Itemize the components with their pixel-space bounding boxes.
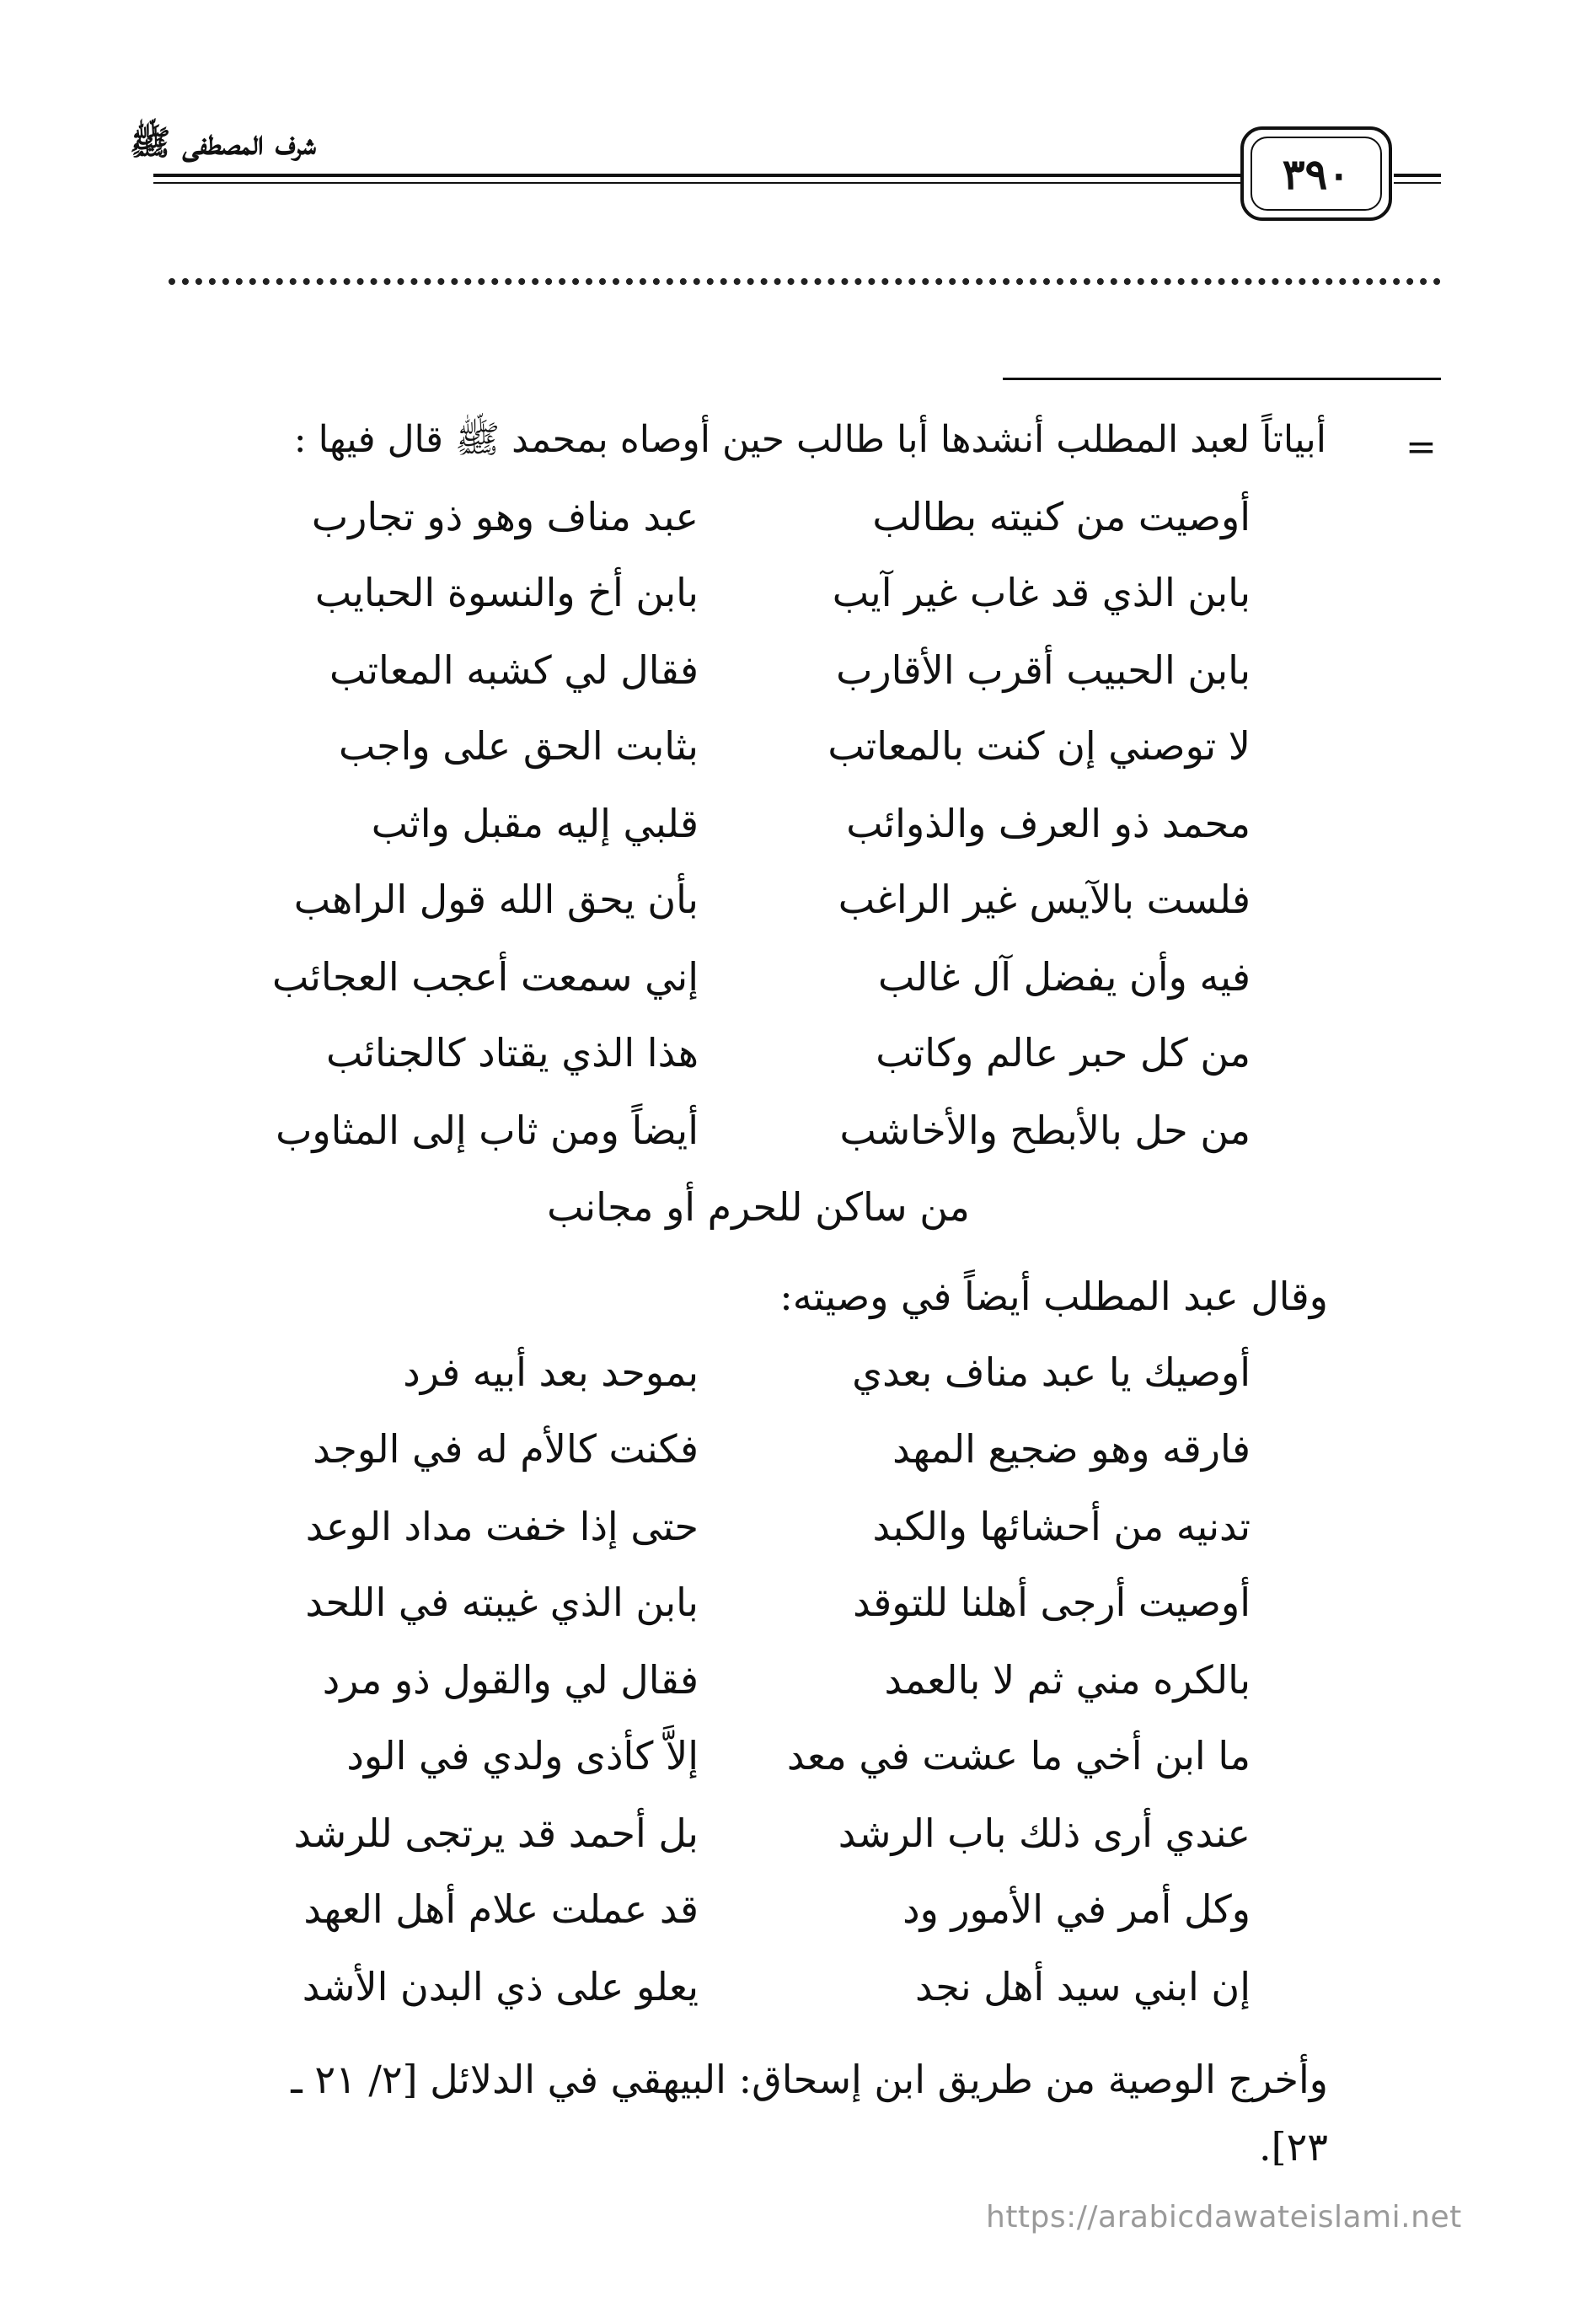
footnote-rule bbox=[1003, 378, 1441, 380]
verse-first-hemistich: أوصيت أرجى أهلنا للتوقد bbox=[853, 1580, 1251, 1625]
verse-first-hemistich: تدنيه من أحشائها والكبد bbox=[872, 1504, 1251, 1549]
reference-line: ٢٣]. bbox=[1259, 2124, 1328, 2170]
verse-first-hemistich: فيه وأن يفضل آل غالب bbox=[877, 954, 1251, 1000]
verse-first-hemistich: من كل حبر عالم وكاتب bbox=[876, 1030, 1251, 1076]
verse-first-hemistich: لا توصني إن كنت بالمعاتب bbox=[827, 723, 1251, 769]
verse-second-hemistich: بابن الذي غيبته في اللحد bbox=[305, 1580, 699, 1625]
verse-first-hemistich: بابن الذي قد غاب غير آيب bbox=[832, 570, 1251, 615]
header-rule bbox=[153, 182, 1240, 184]
verse-second-hemistich: إلاَّ كأذى ولدي في الود bbox=[346, 1733, 699, 1778]
verse-first-hemistich: بالكره مني ثم لا بالعمد bbox=[884, 1657, 1251, 1703]
reference-line: وأخرج الوصية من طريق ابن إسحاق: البيهقي في الدلائل [٢/ ٢١ ـ bbox=[291, 2057, 1328, 2102]
verse-first-hemistich: إن ابني سيد أهل نجد bbox=[915, 1964, 1251, 2009]
verse-first-hemistich: محمد ذو العرف والذوائب bbox=[846, 801, 1251, 846]
watermark-url: https://arabicdawateislami.net bbox=[986, 2200, 1462, 2234]
verse-first-hemistich: عندي أرى ذلك باب الرشد bbox=[838, 1811, 1251, 1856]
intro-text: أبياتاً لعبد المطلب أنشدها أبا طالب حين أوصاه بمحمد ﷺ قال فيها : bbox=[293, 418, 1326, 461]
dotted-separator bbox=[169, 278, 1441, 285]
header-rule bbox=[1394, 174, 1441, 177]
page-number-frame bbox=[1240, 126, 1392, 221]
verse-first-hemistich: فلست بالآيس غير الراغب bbox=[838, 877, 1251, 922]
header-rule bbox=[1394, 182, 1441, 184]
verse-first-hemistich: فارقه وهو ضجيع المهد bbox=[892, 1426, 1251, 1472]
continuation-marker: = bbox=[1406, 426, 1437, 469]
verse-second-hemistich: فقال لي والقول ذو مرد bbox=[322, 1657, 699, 1703]
verse-second-hemistich: بثابت الحق على واجب bbox=[338, 723, 699, 769]
verse-second-hemistich: قلبي إليه مقبل واثب bbox=[371, 801, 699, 846]
verse-second-hemistich: بأن يحق الله قول الراهب bbox=[293, 877, 699, 922]
poem-closing-line: من ساكن للحرم أو مجانب bbox=[547, 1184, 970, 1230]
verse-second-hemistich: بل أحمد قد يرتجى للرشد bbox=[293, 1811, 699, 1856]
verse-second-hemistich: فكنت كالأم له في الوجد bbox=[313, 1426, 699, 1472]
verse-second-hemistich: أيضاً ومن ثاب إلى المثاوب bbox=[276, 1108, 699, 1153]
verse-second-hemistich: يعلو على ذي البدن الأشد bbox=[302, 1964, 699, 2009]
verse-second-hemistich: عبد مناف وهو ذو تجارب bbox=[311, 494, 699, 539]
poem-two-intro: وقال عبد المطلب أيضاً في وصيته: bbox=[779, 1274, 1328, 1319]
verse-first-hemistich: ما ابن أخي ما عشت في معد bbox=[786, 1733, 1251, 1778]
verse-second-hemistich: حتى إذا خفت مداد الوعد bbox=[305, 1504, 699, 1549]
verse-first-hemistich: أوصيك يا عبد مناف بعدي bbox=[852, 1349, 1251, 1395]
verse-first-hemistich: وكل أمر في الأمور ود bbox=[902, 1886, 1251, 1932]
verse-second-hemistich: بموحد بعد أبيه فرد bbox=[403, 1349, 699, 1395]
verse-second-hemistich: قد عملت علام أهل العهد bbox=[303, 1886, 699, 1932]
verse-first-hemistich: بابن الحبيب أقرب الأقارب bbox=[836, 647, 1251, 693]
running-header-title: شرف المصطفى ﷺ bbox=[130, 123, 316, 163]
verse-second-hemistich: هذا الذي يقتاد كالجنائب bbox=[326, 1030, 699, 1076]
verse-first-hemistich: من حل بالأبطح والأخاشب bbox=[839, 1108, 1251, 1153]
verse-second-hemistich: فقال لي كشبه المعاتب bbox=[329, 647, 699, 693]
verse-second-hemistich: إني سمعت أعجب العجائب bbox=[271, 954, 699, 1000]
verse-first-hemistich: أوصيت من كنيته بطالب bbox=[872, 494, 1251, 539]
verse-second-hemistich: بابن أخ والنسوة الحبايب bbox=[314, 570, 699, 615]
page-number: ٣٩٠ bbox=[1251, 137, 1382, 211]
header-rule bbox=[153, 174, 1240, 177]
